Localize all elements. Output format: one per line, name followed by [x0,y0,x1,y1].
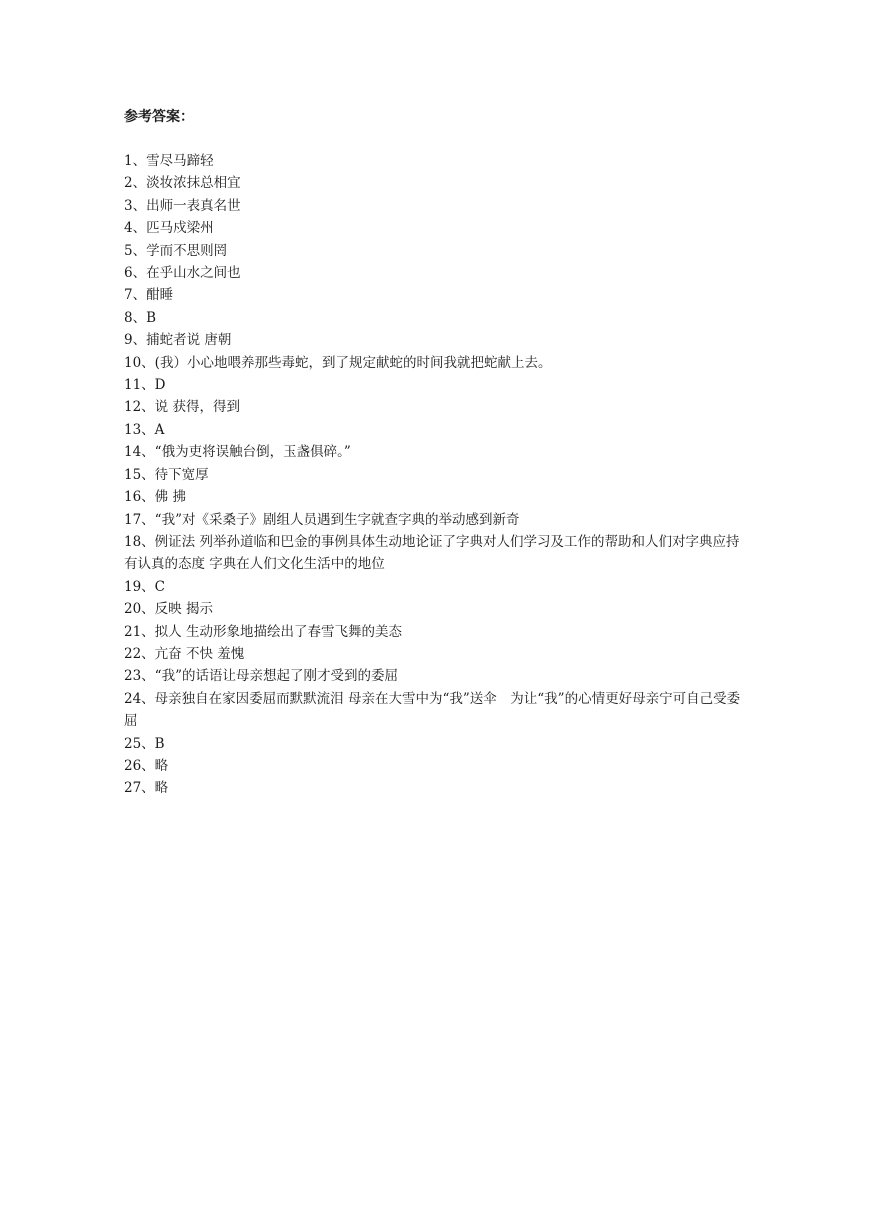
answer-item-19: 19、C [124,578,166,595]
answer-item-23: 23、“我”的话语让母亲想起了刚才受到的委屈 [124,668,398,685]
answer-item-21: 21、拟人 生动形象地描绘出了春雪飞舞的美态 [124,623,402,640]
answer-item-27: 27、略 [124,780,169,797]
answer-item-10: 10、(我）小心地喂养那些毒蛇，到了规定献蛇的时间我就把蛇献上去。 [124,354,552,371]
answer-item-2: 2、淡妆浓抹总相宜 [124,175,241,192]
answer-item-17: 17、“我”对《采桑子》剧组人员遇到生字就查字典的举动感到新奇 [124,511,520,528]
answer-item-25: 25、B [124,735,165,752]
answer-item-20: 20、反映 揭示 [124,601,213,618]
answer-item-26: 26、略 [124,757,169,774]
answer-item-13: 13、A [124,421,165,438]
answer-item-15: 15、待下宽厚 [124,466,209,483]
answer-item-8: 8、B [124,309,157,326]
answer-item-3: 3、出师一表真名世 [124,197,241,214]
answer-item-1: 1、雪尽马蹄轻 [124,153,214,169]
answer-item-11: 11、D [124,377,166,394]
answer-item-24: 24、母亲独自在家因委屈而默默流泪 母亲在大雪中为“我”送伞 为让“我”的心情更好母亲宁可自己受委屈 [124,690,741,730]
answer-item-9: 9、捕蛇者说 唐朝 [124,332,232,349]
answer-item-7: 7、酣睡 [124,287,174,304]
answer-item-14: 14、“俄为吏将误触台倒，玉盏俱碎。” [124,444,351,461]
answer-item-5: 5、学而不思则罔 [124,242,228,259]
answer-item-18: 18、例证法 列举孙道临和巴金的事例具体生动地论证了字典对人们学习及工作的帮助和人们对字典应持有认真的态度 字典在人们文化生活中的地位 [124,533,740,573]
answer-item-6: 6、在乎山水之间也 [124,265,241,282]
answer-key-heading: 参考答案： [124,109,194,125]
answer-item-22: 22、亢奋 不快 羞愧 [124,645,245,662]
answer-item-12: 12、说 获得，得到 [124,399,240,416]
answer-item-16: 16、佛 拂 [124,489,186,506]
answer-list [124,150,744,800]
answer-item-4: 4、匹马戍梁州 [124,220,214,237]
